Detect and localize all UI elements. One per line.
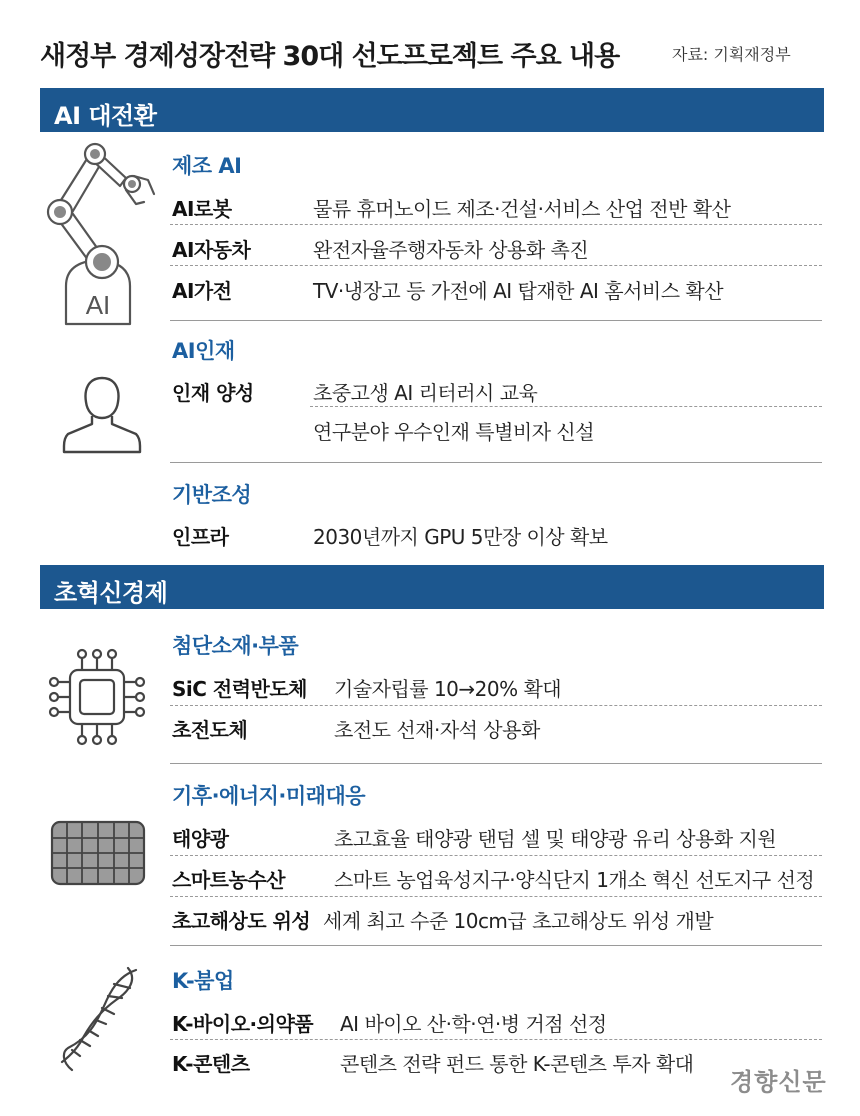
row-label: 인재 양성 [172,381,254,405]
robot-icon-label: AI [85,290,111,320]
row-label: K-바이오·의약품 [172,1012,314,1036]
row-label: 태양광 [172,827,229,851]
group-title-ai-talent: AI인재 [172,339,235,363]
solar-panel-icon [50,820,146,886]
row-text: 2030년까지 GPU 5만장 이상 확보 [313,525,608,549]
row-text: 콘텐츠 전략 펀드 통한 K-콘텐츠 투자 확대 [340,1052,694,1076]
row-text: 연구분야 우수인재 특별비자 신설 [313,420,595,444]
row-divider [170,265,822,266]
row-divider [170,855,822,856]
row-divider [170,224,822,225]
source-note: 자료: 기획재정부 [672,45,791,64]
row-label: 초고해상도 위성 [172,909,311,933]
group-title-k-boom: K-붐업 [172,969,234,993]
row-label: AI자동차 [172,238,251,262]
section-title: 초혁신경제 [54,579,168,607]
row-label: 초전도체 [172,718,248,742]
row-text: 스마트 농업육성지구·양식단지 1개소 혁신 선도지구 선정 [334,868,815,892]
row-label: AI로봇 [172,197,232,221]
group-divider [170,763,822,764]
row-text: 초전도 선재·자석 상용화 [334,718,540,742]
row-text: 초중고생 AI 리터러시 교육 [313,381,538,405]
row-label: K-콘텐츠 [172,1052,250,1076]
row-divider [170,1039,822,1040]
group-title-infrastructure: 기반조성 [172,483,252,507]
row-text: AI 바이오 산·학·연·병 거점 선정 [340,1012,607,1036]
robot-arm-icon [40,136,162,328]
row-text: 세계 최고 수준 10cm급 초고해상도 위성 개발 [323,909,714,933]
row-text: 물류 휴머노이드 제조·건설·서비스 산업 전반 확산 [313,197,731,221]
page-title: 새정부 경제성장전략 30대 선도프로젝트 주요 내용 [40,41,620,72]
row-label: AI가전 [172,279,232,303]
group-divider [170,320,822,321]
chip-icon [48,648,146,746]
row-divider [310,406,822,407]
dna-icon [58,966,142,1076]
row-text: 초고효율 태양광 탠덤 셀 및 태양광 유리 상용화 지원 [334,827,777,851]
group-divider [170,945,822,946]
person-icon [60,372,144,456]
publisher-watermark: 경향신문 [730,1068,827,1096]
group-title-advanced-materials: 첨단소재·부품 [172,634,299,658]
section-header-innovation [40,565,824,609]
row-text: 완전자율주행자동차 상용화 촉진 [313,238,589,262]
row-divider [170,705,822,706]
group-divider [170,462,822,463]
row-text: TV·냉장고 등 가전에 AI 탑재한 AI 홈서비스 확산 [313,279,724,303]
group-title-climate-energy: 기후·에너지·미래대응 [172,784,366,808]
row-label: 스마트농수산 [172,868,285,892]
section-header-ai [40,88,824,132]
section-title: AI 대전환 [54,102,157,130]
row-label: SiC 전력반도체 [172,677,308,701]
row-divider [170,896,822,897]
row-label: 인프라 [172,525,229,549]
row-text: 기술자립률 10→20% 확대 [334,677,562,701]
group-title-manufacturing-ai: 제조 AI [172,154,242,178]
